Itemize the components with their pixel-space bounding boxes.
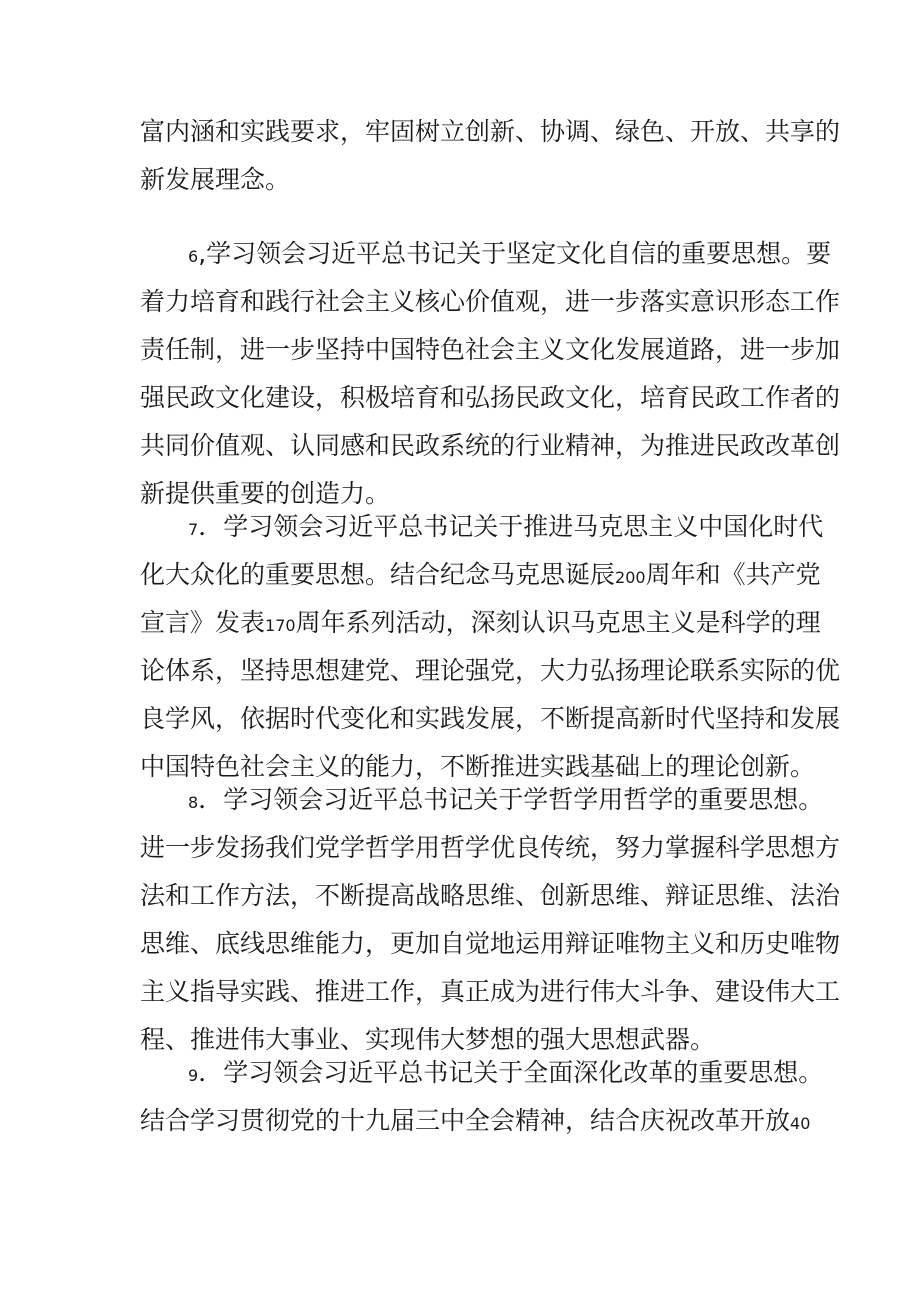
text-line: 9．学习领会习近平总书记关于全面深化改革的重要思想。	[188, 1058, 824, 1087]
text-line: 7．学习领会习近平总书记关于推进马克思主义中国化时代	[188, 512, 824, 541]
text-line: 进一步发扬我们党学哲学用哲学优良传统，努力掌握科学思想方	[140, 833, 841, 862]
paragraph-item-8	[140, 776, 841, 1064]
text-line: 6,学习领会习近平总书记关于坚定文化自信的重要思想。要	[188, 239, 832, 268]
text-line: 富内涵和实践要求，牢固树立创新、协调、绿色、开放、共享的	[140, 117, 841, 146]
text-line: 结合学习贯彻党的十九届三中全会精神，结合庆祝改革开放40	[140, 1106, 811, 1135]
paragraph-item-9	[140, 1049, 824, 1145]
text-line: 8．学习领会习近平总书记关于学哲学用哲学的重要思想。	[188, 785, 824, 814]
text-line: 强民政文化建设，积极培育和弘扬民政文化，培育民政工作者的	[140, 383, 841, 412]
text-line: 中国特色社会主义的能力，不断推进实践基础上的理论创新。	[140, 752, 816, 781]
paragraph-item-7	[140, 503, 841, 791]
text-line: 论体系，坚持思想建党、理论强党，大力弘扬理论联系实际的优	[140, 656, 841, 685]
text-line: 共同价值观、认同感和民政系统的行业精神，为推进民政改革创	[140, 431, 841, 460]
text-line: 新提供重要的创造力。	[140, 479, 391, 508]
text-line: 良学风，依据时代变化和实践发展，不断提高新时代坚持和发展	[140, 704, 841, 733]
text-line: 宣言》发表170周年系列活动，深刻认识马克思主义是科学的理	[140, 608, 821, 637]
text-line: 程、推进伟大事业、实现伟大梦想的强大思想武器。	[140, 1025, 716, 1054]
text-line: 责任制，进一步坚持中国特色社会主义文化发展道路，进一步加	[140, 335, 841, 364]
text-line: 思维、底线思维能力，更加自觉地运用辩证唯物主义和历史唯物	[140, 929, 841, 958]
text-line: 主义指导实践、推进工作，真正成为进行伟大斗争、建设伟大工	[140, 977, 841, 1006]
text-line: 法和工作方法，不断提高战略思维、创新思维、辩证思维、法治	[140, 881, 841, 910]
text-line: 化大众化的重要思想。结合纪念马克思诞辰200周年和《共产党	[140, 560, 821, 589]
text-line: 新发展理念。	[140, 165, 291, 194]
paragraph-item-6	[140, 230, 841, 518]
text-line: 着力培育和践行社会主义核心价值观，进一步落实意识形态工作	[140, 287, 841, 316]
paragraph-intro	[140, 108, 841, 204]
